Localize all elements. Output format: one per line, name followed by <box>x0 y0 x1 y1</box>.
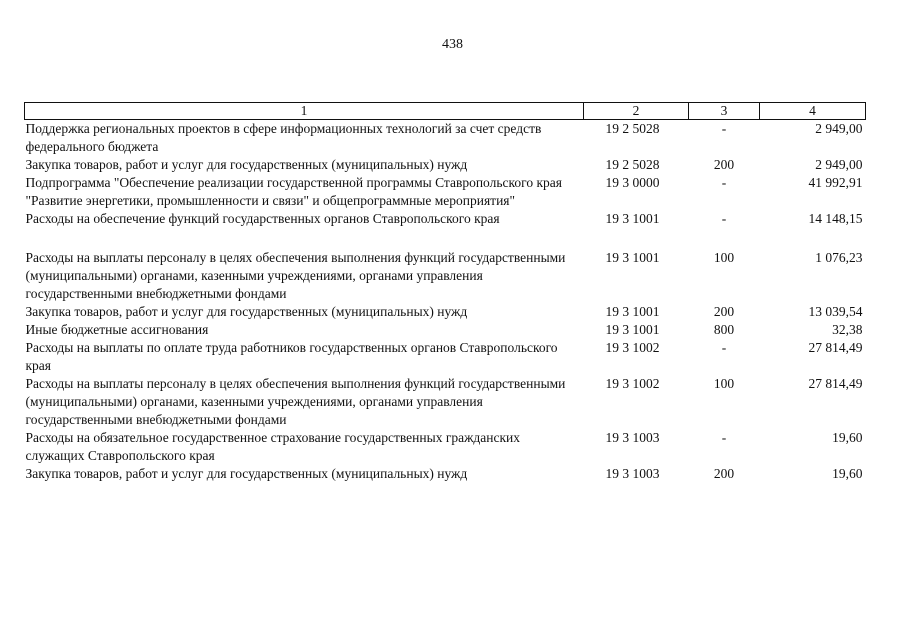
row-type: - <box>721 175 727 190</box>
header-col-4: 4 <box>760 103 866 120</box>
row-type: - <box>721 340 727 355</box>
table-row <box>25 465 866 483</box>
table-row <box>25 174 866 210</box>
row-name: Закупка товаров, работ и услуг для государственных (муниципальных) нужд <box>25 157 468 172</box>
table-row <box>25 375 866 429</box>
table-row <box>25 210 866 249</box>
row-type: 800 <box>713 322 735 337</box>
table-row <box>25 429 866 465</box>
table-header <box>25 103 866 120</box>
row-amount: 32,38 <box>832 322 863 337</box>
row-type: - <box>721 211 727 226</box>
row-type: 100 <box>713 376 735 391</box>
row-amount: 27 814,49 <box>808 340 863 355</box>
row-amount: 27 814,49 <box>808 376 863 391</box>
row-code: 19 3 1002 <box>605 376 660 391</box>
row-code: 19 3 1001 <box>605 322 660 337</box>
row-type: 200 <box>713 466 735 481</box>
table-row <box>25 321 866 339</box>
table-row <box>25 156 866 174</box>
row-amount: 1 076,23 <box>815 250 863 265</box>
row-amount: 14 148,15 <box>808 211 863 226</box>
table-row <box>25 120 866 157</box>
row-code: 19 3 1002 <box>605 340 660 355</box>
header-row <box>25 103 866 120</box>
row-code: 19 3 1001 <box>605 211 660 226</box>
row-name: Расходы на обязательное государственное страхование государственных гражданских служащих Ставропольского края <box>25 430 521 463</box>
row-amount: 41 992,91 <box>808 175 863 190</box>
header-col-2: 2 <box>584 103 689 120</box>
row-name: Закупка товаров, работ и услуг для государственных (муниципальных) нужд <box>25 304 468 319</box>
row-amount: 19,60 <box>832 430 863 445</box>
row-code: 19 2 5028 <box>605 121 660 136</box>
row-type: - <box>721 121 727 136</box>
header-col-3: 3 <box>689 103 760 120</box>
page-number: 438 <box>442 37 463 52</box>
table-body <box>25 120 866 484</box>
row-name: Иные бюджетные ассигнования <box>25 322 209 337</box>
budget-table <box>24 102 866 483</box>
row-amount: 2 949,00 <box>815 121 863 136</box>
row-name: Расходы на выплаты по оплате труда работников государственных органов Ставропольского края <box>25 340 558 373</box>
row-code: 19 3 1001 <box>605 250 660 265</box>
row-code: 19 3 1001 <box>605 304 660 319</box>
table-row <box>25 339 866 375</box>
row-code: 19 3 1003 <box>605 430 660 445</box>
row-name: Поддержка региональных проектов в сфере информационных технологий за счет средств федерального бюджета <box>25 121 542 154</box>
row-code: 19 3 1003 <box>605 466 660 481</box>
row-type: 200 <box>713 304 735 319</box>
row-name: Расходы на выплаты персоналу в целях обеспечения выполнения функций государственными (муниципальными) органами, казенными учреждениями, органами управления государственными внебюджетными фондами <box>25 376 566 427</box>
table-row <box>25 249 866 303</box>
row-code: 19 3 0000 <box>605 175 660 190</box>
row-amount: 19,60 <box>832 466 863 481</box>
row-type: 100 <box>713 250 735 265</box>
row-amount: 13 039,54 <box>808 304 863 319</box>
row-type: - <box>721 430 727 445</box>
row-type: 200 <box>713 157 735 172</box>
table-row <box>25 303 866 321</box>
header-col-1: 1 <box>25 103 584 120</box>
row-name: Расходы на выплаты персоналу в целях обеспечения выполнения функций государственными (муниципальными) органами, казенными учреждениями, органами управления государственными внебюджетными фондами <box>25 250 566 301</box>
row-name: Закупка товаров, работ и услуг для государственных (муниципальных) нужд <box>25 466 468 481</box>
row-name: Расходы на обеспечение функций государственных органов Ставропольского края <box>25 211 500 226</box>
row-amount: 2 949,00 <box>815 157 863 172</box>
row-code: 19 2 5028 <box>605 157 660 172</box>
row-name: Подпрограмма "Обеспечение реализации государственной программы Ставропольского края "Развитие энергетики, промышленности и связи" и общепрограммные мероприятия" <box>25 175 562 208</box>
